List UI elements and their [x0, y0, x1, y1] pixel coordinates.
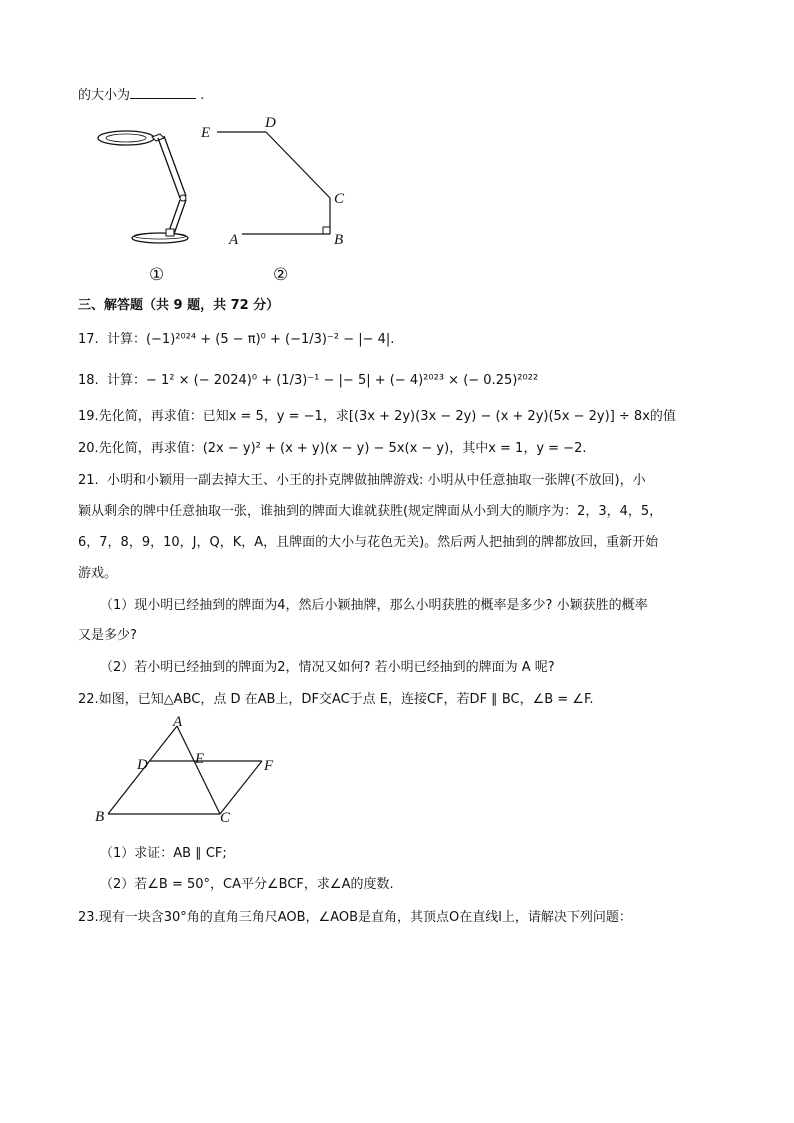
label-D: D: [265, 115, 276, 131]
polyline-figure: [217, 132, 330, 234]
question-21-sub-1-line-1: （1）现小明已经抽到的牌面为4，然后小颖抽牌，那么小明获胜的概率是多少? 小颖获胜的概率: [100, 598, 648, 613]
answer-blank[interactable]: [130, 86, 196, 99]
question-22-sub-1: （1）求证：AB ∥ CF;: [100, 846, 227, 861]
label-F: F: [264, 758, 274, 774]
question-23: 23.现有一块含30°角的直角三角尺AOB，∠AOB是直角，其顶点O在直线l上，请解决下列问题：: [78, 910, 632, 925]
question-20: 20.先化简，再求值：(2x − y)² + (x + y)(x − y) − 5x(x − y)，其中x = 1，y = −2.: [78, 441, 587, 456]
label-D: D: [137, 757, 148, 773]
figure-1-label: ①: [149, 265, 165, 284]
figure-lamp-and-geometry: [90, 110, 390, 290]
label-B: B: [95, 809, 105, 825]
top-fragment: 的大小为 .: [78, 88, 205, 103]
label-A: A: [229, 232, 239, 248]
question-21-line-3: 6，7，8，9，10，J，Q，K，A，且牌面的大小与花色无关)。然后两人把抽到的牌都放回，重新开始: [78, 535, 659, 550]
label-A: A: [173, 716, 183, 730]
question-21-line-4: 游戏。: [78, 566, 118, 581]
question-22-sub-2: （2）若∠B = 50°，CA平分∠BCF，求∠A的度数.: [100, 877, 394, 892]
label-E: E: [195, 751, 205, 767]
label-B: B: [334, 232, 344, 248]
label-C: C: [334, 191, 345, 207]
figure-triangle-abc: [90, 716, 290, 828]
question-21-sub-1-line-2: 又是多少?: [78, 628, 137, 643]
question-21-line-1: 21. 小明和小颖用一副去掉大王、小王的扑克牌做抽牌游戏: 小明从中任意抽取一张牌(不放回)，小: [78, 473, 646, 488]
question-17: 17. 计算：(−1)²⁰²⁴ + (5 − π)⁰ + (−1/3)⁻² − |− 4|.: [78, 332, 395, 347]
question-22: 22.如图，已知△ABC，点 D 在AB上，DF交AC于点 E，连接CF，若DF ∥ BC，∠B = ∠F.: [78, 692, 594, 707]
figure-2-label: ②: [273, 265, 289, 284]
question-19: 19.先化简，再求值：已知x = 5，y = −1，求[(3x + 2y)(3x − 2y) − (x + 2y)(5x − 2y)] ÷ 8x的值: [78, 409, 676, 424]
label-C: C: [220, 810, 231, 826]
label-E: E: [201, 125, 211, 141]
question-21-line-2: 颖从剩余的牌中任意抽取一张，谁抽到的牌面大谁就获胜(规定牌面从小到大的顺序为：2，3，4，5，: [78, 504, 663, 519]
section-3-title: 三、解答题（共 9 题，共 72 分）: [78, 298, 280, 313]
lamp-drawing: [98, 131, 188, 243]
question-21-sub-2: （2）若小明已经抽到的牌面为2，情况又如何? 若小明已经抽到的牌面为 A 呢?: [100, 660, 555, 675]
question-18: 18. 计算：− 1² × (− 2024)⁰ + (1/3)⁻¹ − |− 5| + (− 4)²⁰²³ × (− 0.25)²⁰²²: [78, 373, 539, 388]
